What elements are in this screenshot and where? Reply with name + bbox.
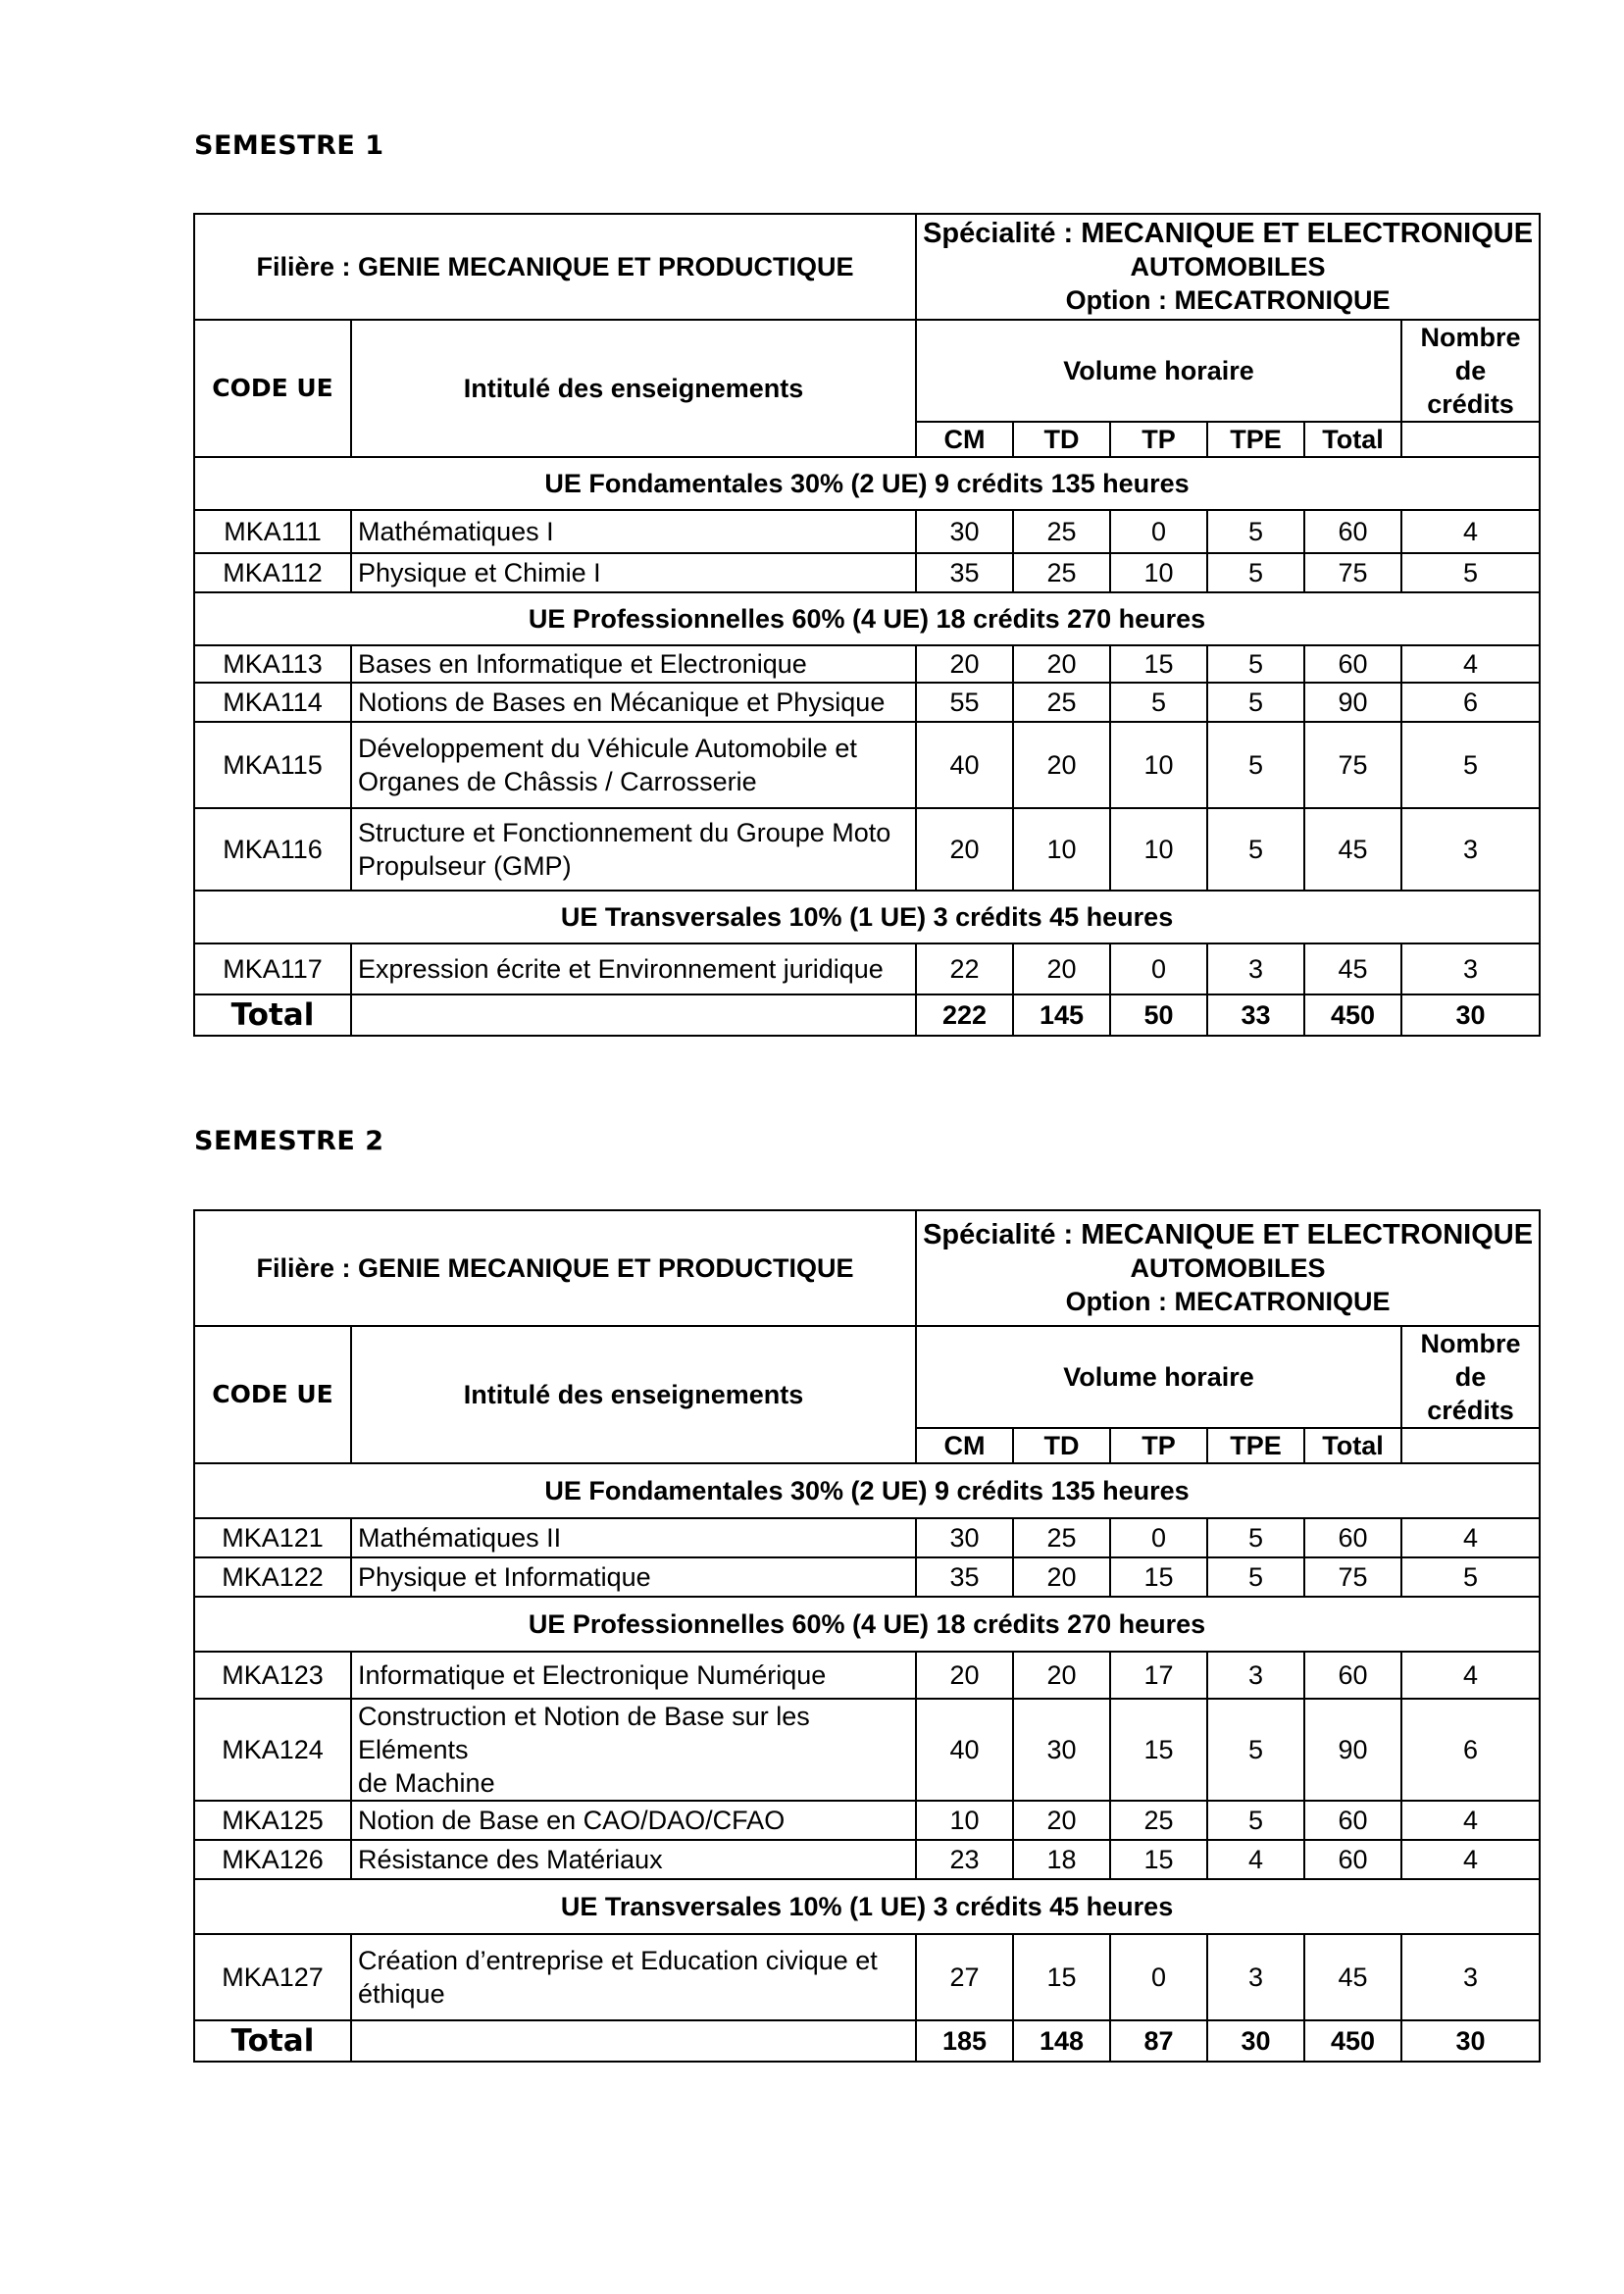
ue-code: MKA116 xyxy=(194,808,351,891)
total-value: 45 xyxy=(1304,943,1401,994)
empty-cell xyxy=(351,2020,916,2062)
category-row xyxy=(194,592,1540,645)
credits-value: 5 xyxy=(1401,722,1540,808)
td-value: 20 xyxy=(1013,722,1110,808)
credits-value: 4 xyxy=(1401,1840,1540,1879)
cm-value: 20 xyxy=(916,1652,1013,1699)
cm-value: 27 xyxy=(916,1934,1013,2020)
ue-code: MKA122 xyxy=(194,1557,351,1597)
specialite-line1: Spécialité : MECANIQUE ET ELECTRONIQUE xyxy=(923,218,1534,249)
total-credits: 30 xyxy=(1401,994,1540,1036)
total-row xyxy=(194,994,1540,1036)
total-value: 75 xyxy=(1304,722,1401,808)
table-row xyxy=(194,683,1540,722)
empty-cell xyxy=(1401,422,1540,457)
total-cm: 222 xyxy=(916,994,1013,1036)
ue-title-line: Organes de Châssis / Carrosserie xyxy=(358,767,757,796)
total-hours: 450 xyxy=(1304,2020,1401,2062)
ue-title xyxy=(351,722,916,808)
td-value: 25 xyxy=(1013,683,1110,722)
ue-title-line: Mathématiques II xyxy=(358,1523,562,1553)
specialite-cell xyxy=(916,214,1540,320)
table-row xyxy=(194,1652,1540,1699)
empty-cell xyxy=(351,994,916,1036)
total-row xyxy=(194,2020,1540,2062)
total-value: 45 xyxy=(1304,808,1401,891)
ue-code: MKA123 xyxy=(194,1652,351,1699)
cm-value: 20 xyxy=(916,645,1013,683)
empty-cell xyxy=(1401,1428,1540,1463)
col-tpe-header: TPE xyxy=(1207,1428,1304,1463)
ue-title-line: éthique xyxy=(358,1979,445,2009)
ue-title-line: Notion de Base en CAO/DAO/CFAO xyxy=(358,1806,786,1835)
cm-value: 20 xyxy=(916,808,1013,891)
ue-title xyxy=(351,1652,916,1699)
category-fondamentales: UE Fondamentales 30% (2 UE) 9 crédits 135 heures xyxy=(194,457,1540,510)
credits-value: 6 xyxy=(1401,683,1540,722)
ue-title xyxy=(351,1518,916,1557)
ue-title xyxy=(351,1840,916,1879)
tpe-value: 5 xyxy=(1207,1557,1304,1597)
header-row-columns xyxy=(194,1326,1540,1428)
tpe-value: 4 xyxy=(1207,1840,1304,1879)
ue-title xyxy=(351,1557,916,1597)
ue-title-line: Développement du Véhicule Automobile et xyxy=(358,734,857,763)
cm-value: 30 xyxy=(916,510,1013,553)
total-label: Total xyxy=(194,994,351,1036)
filiere-label: Filière : GENIE MECANIQUE ET PRODUCTIQUE xyxy=(256,252,854,281)
ue-title xyxy=(351,1801,916,1840)
credits-value: 5 xyxy=(1401,553,1540,592)
col-cm-header: CM xyxy=(916,1428,1013,1463)
ue-title-line: Structure et Fonctionnement du Groupe Moto xyxy=(358,818,891,847)
tpe-value: 3 xyxy=(1207,1934,1304,2020)
tp-value: 10 xyxy=(1110,808,1207,891)
tp-value: 15 xyxy=(1110,645,1207,683)
header-row-program xyxy=(194,214,1540,320)
td-value: 15 xyxy=(1013,1934,1110,2020)
ue-title-line: Informatique et Electronique Numérique xyxy=(358,1660,827,1690)
table-row xyxy=(194,553,1540,592)
cm-value: 35 xyxy=(916,1557,1013,1597)
tp-value: 0 xyxy=(1110,1934,1207,2020)
tpe-value: 5 xyxy=(1207,1801,1304,1840)
td-value: 20 xyxy=(1013,943,1110,994)
col-cm-header: CM xyxy=(916,422,1013,457)
tpe-value: 5 xyxy=(1207,510,1304,553)
tp-value: 15 xyxy=(1110,1557,1207,1597)
tpe-value: 5 xyxy=(1207,645,1304,683)
col-tp-header: TP xyxy=(1110,1428,1207,1463)
ue-code: MKA127 xyxy=(194,1934,351,2020)
ue-title-line: Bases en Informatique et Electronique xyxy=(358,649,807,679)
total-value: 60 xyxy=(1304,645,1401,683)
tpe-value: 5 xyxy=(1207,683,1304,722)
col-td-header: TD xyxy=(1013,422,1110,457)
header-row-columns xyxy=(194,320,1540,422)
specialite-line2: AUTOMOBILES xyxy=(1130,1253,1326,1283)
tpe-value: 5 xyxy=(1207,722,1304,808)
tp-value: 10 xyxy=(1110,553,1207,592)
credits-header-line1: Nombre xyxy=(1420,1329,1521,1358)
total-value: 75 xyxy=(1304,553,1401,592)
table-row xyxy=(194,808,1540,891)
header-row-program xyxy=(194,1210,1540,1326)
td-value: 18 xyxy=(1013,1840,1110,1879)
total-value: 45 xyxy=(1304,1934,1401,2020)
total-value: 60 xyxy=(1304,510,1401,553)
td-value: 20 xyxy=(1013,1652,1110,1699)
total-value: 75 xyxy=(1304,1557,1401,1597)
total-value: 60 xyxy=(1304,1801,1401,1840)
option-label: Option : MECATRONIQUE xyxy=(1065,1287,1391,1316)
category-professionnelles: UE Professionnelles 60% (4 UE) 18 crédits 270 heures xyxy=(194,592,1540,645)
cm-value: 55 xyxy=(916,683,1013,722)
cm-value: 10 xyxy=(916,1801,1013,1840)
tp-value: 5 xyxy=(1110,683,1207,722)
category-transversales: UE Transversales 10% (1 UE) 3 crédits 45 heures xyxy=(194,891,1540,943)
ue-title-line: Physique et Informatique xyxy=(358,1562,651,1592)
ue-code: MKA112 xyxy=(194,553,351,592)
total-td: 145 xyxy=(1013,994,1110,1036)
table-row xyxy=(194,1518,1540,1557)
credits-value: 5 xyxy=(1401,1557,1540,1597)
category-row xyxy=(194,1463,1540,1518)
category-fondamentales: UE Fondamentales 30% (2 UE) 9 crédits 135 heures xyxy=(194,1463,1540,1518)
tp-value: 0 xyxy=(1110,510,1207,553)
td-value: 10 xyxy=(1013,808,1110,891)
intitule-header: Intitulé des enseignements xyxy=(351,320,916,457)
tpe-value: 5 xyxy=(1207,1699,1304,1801)
tpe-value: 5 xyxy=(1207,808,1304,891)
credits-value: 3 xyxy=(1401,943,1540,994)
ue-title xyxy=(351,1699,916,1801)
cm-value: 30 xyxy=(916,1518,1013,1557)
ue-code: MKA114 xyxy=(194,683,351,722)
total-value: 60 xyxy=(1304,1518,1401,1557)
table-row xyxy=(194,722,1540,808)
table-row xyxy=(194,510,1540,553)
ue-title xyxy=(351,553,916,592)
td-value: 20 xyxy=(1013,1557,1110,1597)
code-ue-header: CODE UE xyxy=(194,1326,351,1463)
table-row xyxy=(194,1801,1540,1840)
ue-code: MKA126 xyxy=(194,1840,351,1879)
ue-title-line: Mathématiques I xyxy=(358,517,554,546)
tp-value: 17 xyxy=(1110,1652,1207,1699)
td-value: 20 xyxy=(1013,645,1110,683)
category-professionnelles: UE Professionnelles 60% (4 UE) 18 crédits 270 heures xyxy=(194,1597,1540,1652)
filiere-cell xyxy=(194,1210,916,1326)
ue-title-line: Résistance des Matériaux xyxy=(358,1845,663,1874)
total-tp: 87 xyxy=(1110,2020,1207,2062)
table-row xyxy=(194,1699,1540,1801)
ue-title xyxy=(351,510,916,553)
total-tp: 50 xyxy=(1110,994,1207,1036)
td-value: 20 xyxy=(1013,1801,1110,1840)
cm-value: 40 xyxy=(916,722,1013,808)
cm-value: 22 xyxy=(916,943,1013,994)
specialite-line1: Spécialité : MECANIQUE ET ELECTRONIQUE xyxy=(923,1219,1534,1250)
ue-code: MKA124 xyxy=(194,1699,351,1801)
total-cm: 185 xyxy=(916,2020,1013,2062)
tpe-value: 3 xyxy=(1207,943,1304,994)
ue-code: MKA113 xyxy=(194,645,351,683)
semester-1-table xyxy=(193,213,1541,1037)
filiere-cell xyxy=(194,214,916,320)
credits-value: 6 xyxy=(1401,1699,1540,1801)
ue-title-line: Physique et Chimie I xyxy=(358,558,601,587)
ue-code: MKA111 xyxy=(194,510,351,553)
credits-value: 4 xyxy=(1401,510,1540,553)
code-ue-header: CODE UE xyxy=(194,320,351,457)
tpe-value: 3 xyxy=(1207,1652,1304,1699)
specialite-cell xyxy=(916,1210,1540,1326)
credits-value: 4 xyxy=(1401,1652,1540,1699)
col-tp-header: TP xyxy=(1110,422,1207,457)
total-hours: 450 xyxy=(1304,994,1401,1036)
credits-header-line2: de crédits xyxy=(1427,1362,1514,1425)
ue-title-line: Construction et Notion de Base sur les Eléments xyxy=(358,1702,810,1764)
tpe-value: 5 xyxy=(1207,553,1304,592)
table-row xyxy=(194,1557,1540,1597)
col-tpe-header: TPE xyxy=(1207,422,1304,457)
specialite-line2: AUTOMOBILES xyxy=(1130,252,1326,281)
tp-value: 0 xyxy=(1110,1518,1207,1557)
ue-title xyxy=(351,808,916,891)
tp-value: 0 xyxy=(1110,943,1207,994)
option-label: Option : MECATRONIQUE xyxy=(1065,285,1391,315)
total-value: 60 xyxy=(1304,1652,1401,1699)
semester-2-heading: SEMESTRE 2 xyxy=(194,1126,384,1156)
tp-value: 15 xyxy=(1110,1840,1207,1879)
ue-code: MKA117 xyxy=(194,943,351,994)
volume-horaire-header: Volume horaire xyxy=(916,1326,1401,1428)
tp-value: 15 xyxy=(1110,1699,1207,1801)
td-value: 30 xyxy=(1013,1699,1110,1801)
ue-title xyxy=(351,1934,916,2020)
total-value: 60 xyxy=(1304,1840,1401,1879)
category-row xyxy=(194,891,1540,943)
table-row xyxy=(194,943,1540,994)
total-value: 90 xyxy=(1304,1699,1401,1801)
ue-title-line: Propulseur (GMP) xyxy=(358,851,572,881)
intitule-header: Intitulé des enseignements xyxy=(351,1326,916,1463)
total-td: 148 xyxy=(1013,2020,1110,2062)
ue-code: MKA121 xyxy=(194,1518,351,1557)
col-td-header: TD xyxy=(1013,1428,1110,1463)
filiere-label: Filière : GENIE MECANIQUE ET PRODUCTIQUE xyxy=(256,1253,854,1283)
tp-value: 25 xyxy=(1110,1801,1207,1840)
col-total-header: Total xyxy=(1304,1428,1401,1463)
table-row xyxy=(194,1840,1540,1879)
credits-value: 3 xyxy=(1401,808,1540,891)
cm-value: 40 xyxy=(916,1699,1013,1801)
credits-value: 4 xyxy=(1401,1518,1540,1557)
table-row xyxy=(194,645,1540,683)
ue-title-line: Expression écrite et Environnement juridique xyxy=(358,954,884,984)
col-total-header: Total xyxy=(1304,422,1401,457)
category-row xyxy=(194,1597,1540,1652)
td-value: 25 xyxy=(1013,510,1110,553)
tpe-value: 5 xyxy=(1207,1518,1304,1557)
credits-header xyxy=(1401,320,1540,422)
td-value: 25 xyxy=(1013,553,1110,592)
semester-2-table xyxy=(193,1209,1541,2063)
category-row xyxy=(194,1879,1540,1934)
ue-title-line: Création d’entreprise et Education civique et xyxy=(358,1946,878,1975)
total-label: Total xyxy=(194,2020,351,2062)
total-value: 90 xyxy=(1304,683,1401,722)
td-value: 25 xyxy=(1013,1518,1110,1557)
ue-code: MKA125 xyxy=(194,1801,351,1840)
total-tpe: 30 xyxy=(1207,2020,1304,2062)
credits-header xyxy=(1401,1326,1540,1428)
credits-value: 3 xyxy=(1401,1934,1540,2020)
credits-header-line1: Nombre xyxy=(1420,323,1521,352)
category-row xyxy=(194,457,1540,510)
tp-value: 10 xyxy=(1110,722,1207,808)
cm-value: 35 xyxy=(916,553,1013,592)
ue-title xyxy=(351,943,916,994)
volume-horaire-header: Volume horaire xyxy=(916,320,1401,422)
ue-title xyxy=(351,683,916,722)
total-tpe: 33 xyxy=(1207,994,1304,1036)
category-transversales: UE Transversales 10% (1 UE) 3 crédits 45 heures xyxy=(194,1879,1540,1934)
ue-code: MKA115 xyxy=(194,722,351,808)
cm-value: 23 xyxy=(916,1840,1013,1879)
ue-title-line: de Machine xyxy=(358,1768,495,1798)
credits-header-line2: de crédits xyxy=(1427,356,1514,419)
semester-1-heading: SEMESTRE 1 xyxy=(194,130,384,161)
credits-value: 4 xyxy=(1401,1801,1540,1840)
credits-value: 4 xyxy=(1401,645,1540,683)
table-row xyxy=(194,1934,1540,2020)
ue-title-line: Notions de Bases en Mécanique et Physique xyxy=(358,688,886,717)
ue-title xyxy=(351,645,916,683)
total-credits: 30 xyxy=(1401,2020,1540,2062)
